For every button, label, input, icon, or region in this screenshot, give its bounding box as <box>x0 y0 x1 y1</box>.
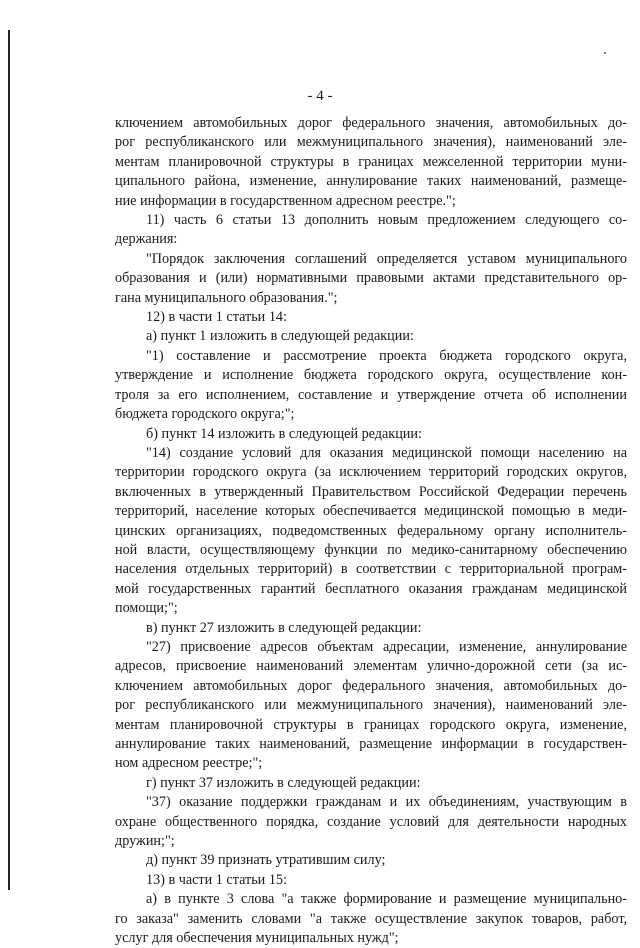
text-line: ключением автомобильных дорог федерального значения, автомобильных до- <box>115 677 627 694</box>
text-line: держания: <box>115 231 178 248</box>
text-line: "14) создание условий для оказания медицинской помощи населению на <box>146 444 627 461</box>
text-line: а) пункт 1 изложить в следующей редакции: <box>146 328 414 345</box>
page-number: - 4 - <box>307 88 333 104</box>
text-line: д) пункт 39 признать утратившим силу; <box>146 852 386 869</box>
text-line: утверждение и исполнение бюджета городского округа, осуществление кон- <box>115 367 627 384</box>
text-line: г) пункт 37 изложить в следующей редакции: <box>146 774 421 791</box>
text-line: в) пункт 27 изложить в следующей редакции: <box>146 619 422 636</box>
text-line: адресов, присвоение наименований элементам улично-дорожной сети (за ис- <box>115 658 627 675</box>
text-line: мой государственных гарантий бесплатного оказания гражданам медицинской <box>115 580 627 597</box>
text-line: б) пункт 14 изложить в следующей редакции: <box>146 425 422 442</box>
text-line: 12) в части 1 статьи 14: <box>146 309 287 326</box>
text-line: ключением автомобильных дорог федерального значения, автомобильных до- <box>115 115 627 131</box>
text-line: включенных в утвержденный Правительством Российской Федерации перечень <box>115 483 627 500</box>
text-line: охране общественного порядка, создание условий для деятельности народных <box>115 813 627 830</box>
text-line: 13) в части 1 статьи 15: <box>146 871 287 888</box>
text-line: территорий, население которых обеспечивается медицинской помощью в меди- <box>115 503 627 520</box>
text-line: ментам планировочной структуры в границах межселенной территории муни- <box>115 153 627 170</box>
text-line: троля за его исполнением, составление и утверждение отчета об исполнении <box>115 386 627 403</box>
text-line: ципального района, изменение, аннулирование таких наименований, размеще- <box>115 173 627 190</box>
text-line: помощи;"; <box>115 600 178 617</box>
document-body <box>115 114 627 948</box>
text-line: услуг для обеспечения муниципальных нужд"; <box>115 930 399 947</box>
scan-speck <box>604 52 606 54</box>
text-line: рог республиканского или межмуниципального значения), наименований эле- <box>115 134 627 151</box>
text-line: ние информации в государственном адресном реестре."; <box>115 192 456 209</box>
text-line: 11) часть 6 статьи 13 дополнить новым предложением следующего со- <box>146 212 627 229</box>
text-line: "Порядок заключения соглашений определяется уставом муниципального <box>146 250 627 267</box>
text-line: бюджета городского округа;"; <box>115 406 295 423</box>
text-line: ментам планировочной структуры в границах городского округа, изменение, <box>115 716 627 733</box>
text-line: а) в пункте 3 слова "а также формирование и размещение муниципально- <box>146 891 627 908</box>
scan-edge-line <box>8 30 10 890</box>
text-line: ной власти, осуществляющему функции по медико-санитарному обеспечению <box>115 541 627 558</box>
text-line: "27) присвоение адресов объектам адресации, изменение, аннулирование <box>146 638 627 655</box>
text-line: территории городского округа (за исключением территорий городских округов, <box>115 464 627 481</box>
text-line: ном адресном реестре;"; <box>115 755 263 772</box>
text-line: населения отдельных территорий) в соответствии с территориальной програм- <box>115 561 627 578</box>
text-line: рог республиканского или межмуниципального значения), наименований эле- <box>115 697 627 714</box>
text-line: цинских организациях, подведомственных федеральному органу исполнитель- <box>115 522 627 539</box>
text-line: аннулирование таких наименований, размещение информации в государствен- <box>115 736 627 752</box>
text-line: дружин;"; <box>115 833 175 850</box>
text-line: образования и (или) нормативными правовыми актами представительного ор- <box>115 270 627 287</box>
text-line: "1) составление и рассмотрение проекта бюджета городского округа, <box>146 347 627 364</box>
text-line: гана муниципального образования."; <box>115 289 338 306</box>
text-line: "37) оказание поддержки гражданам и их объединениям, участвующим в <box>146 794 627 811</box>
text-line: го заказа" заменить словами "а также осуществление закупок товаров, работ, <box>115 910 627 927</box>
